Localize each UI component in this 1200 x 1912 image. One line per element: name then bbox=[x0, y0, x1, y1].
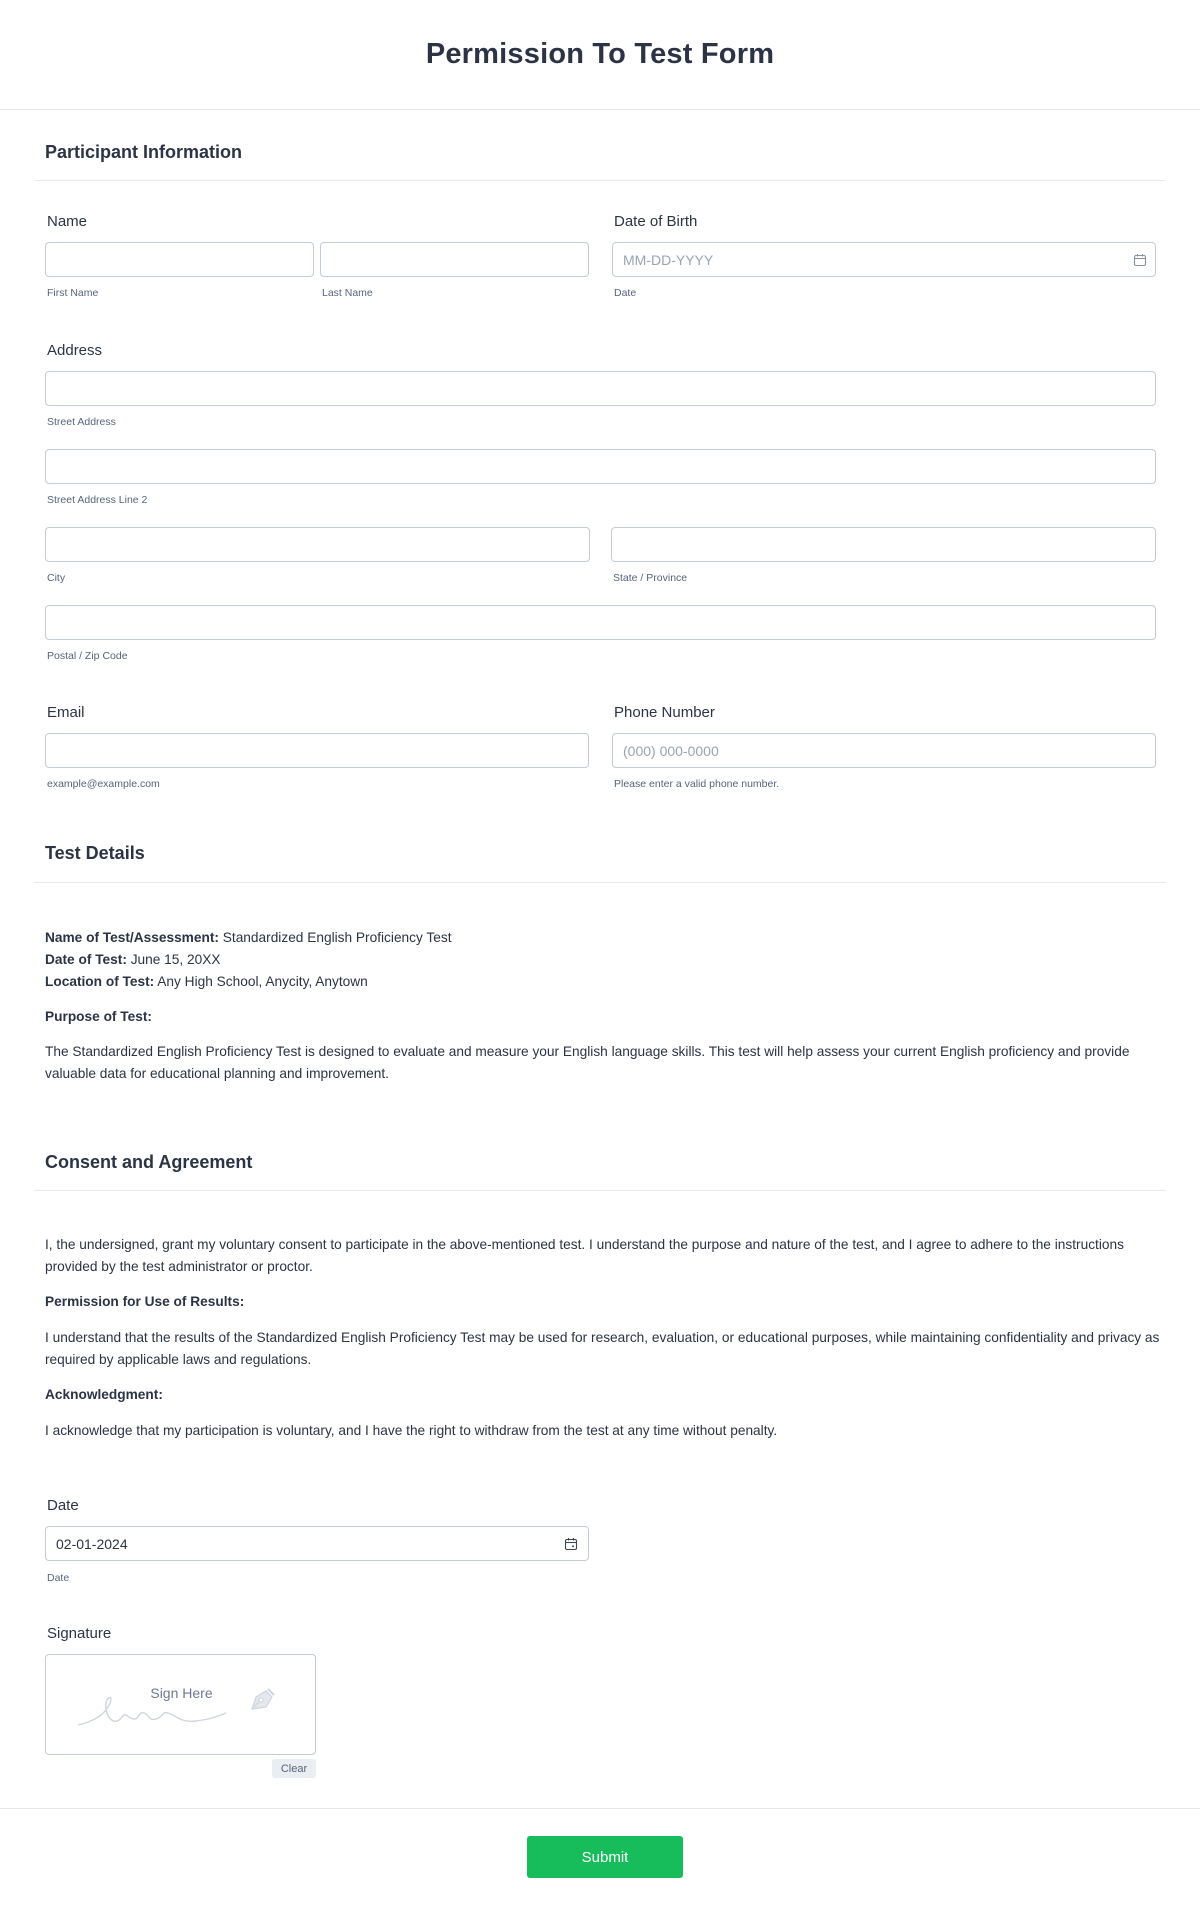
date-label: Date bbox=[47, 1497, 79, 1514]
form-header bbox=[0, 0, 1200, 110]
test-info-block bbox=[45, 927, 1155, 993]
city-sublabel: City bbox=[47, 572, 66, 584]
page-title: Permission To Test Form bbox=[425, 38, 775, 70]
section-title-participant: Participant Information bbox=[45, 142, 243, 162]
email-sublabel: example@example.com bbox=[47, 778, 160, 790]
footer-divider bbox=[0, 1808, 1200, 1809]
calendar-icon[interactable] bbox=[1133, 253, 1147, 267]
consent-intro-text: I, the undersigned, grant my voluntary consent to participate in the above-mentioned test. I understand the purpose and nature of the test, and I agree to adhere to the instructions provided by the test administrator or proctor. bbox=[45, 1237, 1124, 1274]
email-label: Email bbox=[47, 704, 85, 721]
dob-label: Date of Birth bbox=[614, 213, 698, 230]
signature-pad[interactable] bbox=[45, 1654, 316, 1755]
purpose-text: The Standardized English Proficiency Test is designed to evaluate and measure your English language skills. This test will help assess your current English proficiency and provide valuable data for educational planning and improvement. bbox=[45, 1044, 1130, 1081]
postal-code-sublabel: Postal / Zip Code bbox=[47, 650, 128, 662]
date-input[interactable] bbox=[45, 1526, 589, 1561]
city-input[interactable] bbox=[45, 527, 590, 562]
acknowledgment-heading: Acknowledgment: bbox=[45, 1387, 163, 1402]
state-input[interactable] bbox=[611, 527, 1156, 562]
address-label: Address bbox=[47, 342, 103, 359]
last-name-sublabel: Last Name bbox=[322, 287, 373, 299]
signature-scribble-icon bbox=[76, 1691, 246, 1731]
street-address-line2-sublabel: Street Address Line 2 bbox=[47, 494, 148, 506]
date-sublabel: Date bbox=[47, 1572, 70, 1584]
signature-label: Signature bbox=[47, 1625, 112, 1642]
section-divider bbox=[34, 1190, 1166, 1191]
dob-input[interactable] bbox=[612, 242, 1156, 277]
first-name-input[interactable] bbox=[45, 242, 314, 277]
name-label: Name bbox=[47, 213, 88, 230]
postal-code-input[interactable] bbox=[45, 605, 1156, 640]
phone-sublabel: Please enter a valid phone number. bbox=[614, 778, 780, 790]
section-title-consent: Consent and Agreement bbox=[45, 1152, 253, 1172]
first-name-sublabel: First Name bbox=[47, 287, 99, 299]
street-address-sublabel: Street Address bbox=[47, 416, 116, 428]
street-address-input[interactable] bbox=[45, 371, 1156, 406]
section-title-test-details: Test Details bbox=[45, 843, 145, 863]
phone-label: Phone Number bbox=[614, 704, 715, 721]
email-input[interactable] bbox=[45, 733, 589, 768]
test-name-line: Name of Test/Assessment: Standardized English Proficiency Test bbox=[45, 930, 452, 945]
pen-nib-icon bbox=[246, 1685, 278, 1715]
phone-input[interactable] bbox=[612, 733, 1156, 768]
test-date-line: Date of Test: June 15, 20XX bbox=[45, 952, 221, 967]
section-divider bbox=[34, 180, 1166, 181]
submit-button[interactable]: Submit bbox=[527, 1836, 683, 1878]
calendar-icon[interactable] bbox=[564, 1537, 578, 1551]
clear-signature-button[interactable]: Clear bbox=[272, 1759, 316, 1778]
purpose-heading: Purpose of Test: bbox=[45, 1009, 152, 1024]
dob-sublabel: Date bbox=[614, 287, 637, 299]
test-location-line: Location of Test: Any High School, Anycity, Anytown bbox=[45, 974, 368, 989]
state-sublabel: State / Province bbox=[613, 572, 688, 584]
section-divider bbox=[34, 882, 1166, 883]
last-name-input[interactable] bbox=[320, 242, 589, 277]
sign-here-label: Sign Here bbox=[150, 1685, 213, 1701]
permission-heading: Permission for Use of Results: bbox=[45, 1294, 245, 1309]
permission-text: I understand that the results of the Standardized English Proficiency Test may be used for research, evaluation, or educational purposes, while maintaining confidentiality and privacy as required by applicable laws and regulations. bbox=[45, 1330, 1160, 1367]
acknowledgment-text: I acknowledge that my participation is voluntary, and I have the right to withdraw from the test at any time without penalty. bbox=[45, 1423, 778, 1438]
street-address-line2-input[interactable] bbox=[45, 449, 1156, 484]
